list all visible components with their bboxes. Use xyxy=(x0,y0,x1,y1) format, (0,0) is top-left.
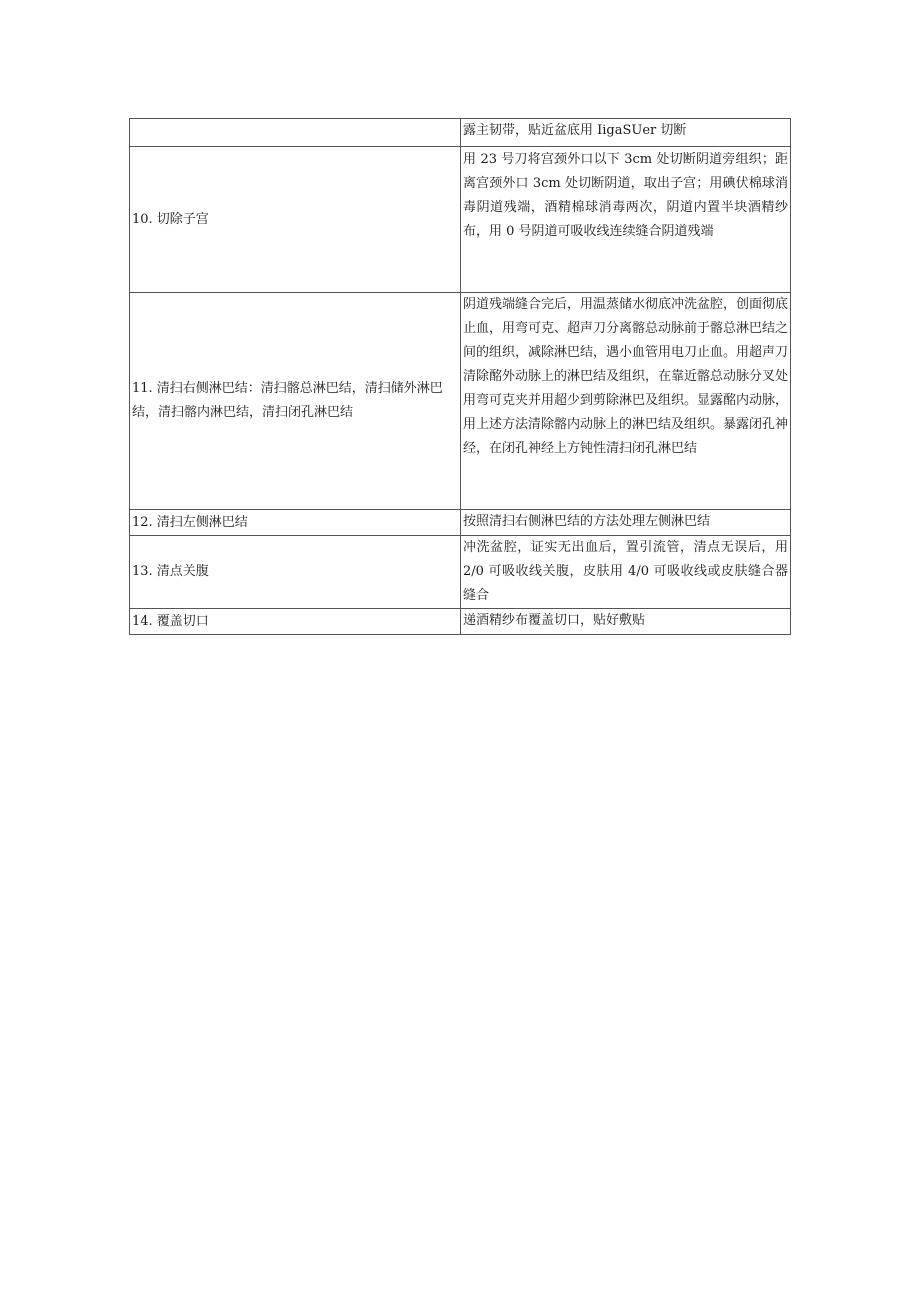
step-cell: 14. 覆盖切口 xyxy=(130,609,461,635)
description-cell: 阴道残端缝合完后，用温蒸储水彻底冲洗盆腔，创面彻底止血，用弯可克、超声刀分离髂总动脉前于髂总淋巴结之间的组织，减除淋巴结，遇小血管用电刀止血。用超声刀清除酩外动脉上的淋巴结及组织，在靠近髂总动脉分叉处用弯可克夹并用超少到剪除淋巴及组织。显露酩内动脉，用上述方法清除髂内动脉上的淋巴结及组织。暴露闭孔神经，在闭孔神经上方钝性清扫闭孔淋巴结 xyxy=(461,293,791,510)
description-cell: 按照清扫右侧淋巴结的方法处理左侧淋巴结 xyxy=(461,510,791,536)
step-cell: 11. 清扫右侧淋巴结：清扫髂总淋巴结，清扫储外淋巴结，清扫髂内淋巴结，清扫闭孔淋巴结 xyxy=(130,293,461,510)
description-cell: 递酒精纱布覆盖切口，贴好敷贴 xyxy=(461,609,791,635)
step-cell: 12. 清扫左侧淋巴结 xyxy=(130,510,461,536)
step-cell: 13. 清点关腹 xyxy=(130,536,461,609)
table-row xyxy=(130,510,791,536)
description-cell: 露主韧带，贴近盆底用 IigaSUer 切断 xyxy=(461,119,791,147)
description-cell: 用 23 号刀将宫颈外口以下 3cm 处切断阴道旁组织；距离宫颈外口 3cm 处切断阴道，取出子宫；用碘伏棉球消毒阴道残端，酒精棉球消毒两次，阴道内置半块酒精纱布，用 0 号阴道可吸收线连续缝合阴道残端 xyxy=(461,147,791,293)
procedure-table xyxy=(129,118,791,635)
step-cell: 10. 切除子宫 xyxy=(130,147,461,293)
description-cell: 冲洗盆腔，证实无出血后，置引流管，清点无误后，用 2/0 可吸收线关腹，皮肤用 4/0 可吸收线或皮肤缝合器缝合 xyxy=(461,536,791,609)
table-row xyxy=(130,119,791,147)
step-cell xyxy=(130,119,461,147)
table-row xyxy=(130,536,791,609)
table-row xyxy=(130,293,791,510)
table-row xyxy=(130,609,791,635)
table-row xyxy=(130,147,791,293)
